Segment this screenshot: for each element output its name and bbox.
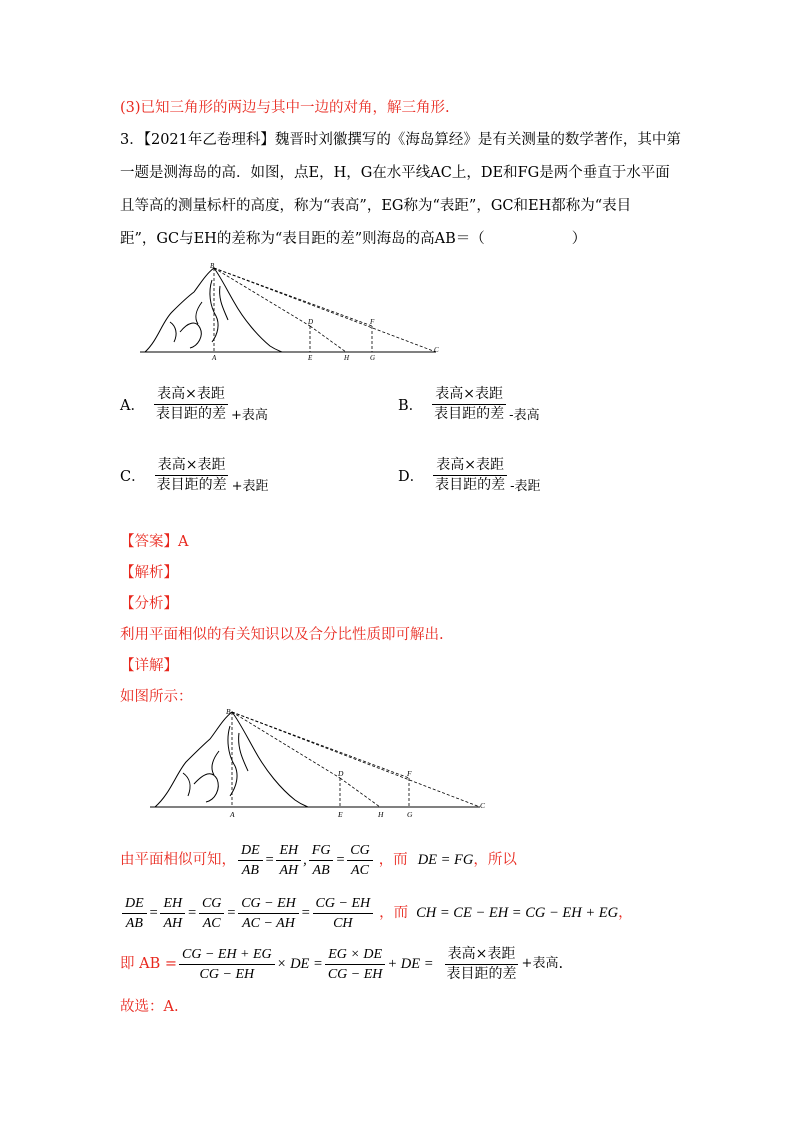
label-B: B	[210, 262, 215, 270]
label-G: G	[370, 354, 376, 362]
analysis-tag: 【解析】	[120, 565, 178, 581]
step3-tail: +表高	[521, 956, 559, 971]
option-d-fraction	[432, 457, 508, 494]
option-a-label: A．	[120, 398, 145, 414]
option-b-op: -	[509, 407, 514, 423]
step2-fb: $\frac{EH}{AH}$	[160, 895, 185, 932]
option-c-op: +	[231, 478, 243, 494]
answer-tag: 【答案】	[120, 534, 178, 550]
label-D: D	[308, 318, 314, 326]
question-line-3: 且等高的测量标杆的高度，称为“表高”，EG称为“表距”，GC和EH都称为“表目	[120, 198, 632, 214]
step3-f2: $\frac{EG \times DE}{CG - EH}$	[325, 946, 386, 983]
question-line-4: 距”，GC与EH的差称为“表目距的差”则海岛的高AB＝（ ）	[120, 231, 587, 247]
option-a-op: +	[230, 407, 242, 423]
intro-line: (3)已知三角形的两边与其中一边的对角，解三角形.	[120, 100, 450, 116]
answer-line	[120, 532, 188, 552]
step3-end: .	[558, 956, 564, 972]
option-c[interactable]	[120, 457, 269, 494]
step1-f2: $\frac{EH}{AH}$	[276, 842, 301, 879]
label-E: E	[308, 354, 313, 362]
label-H: H	[344, 354, 350, 362]
question-line-1: 3．【2021年乙卷理科】魏晋时刘徽撰写的《海岛算经》是有关测量的数学著作，其中第	[120, 132, 681, 148]
step1-eq: DE = FG	[417, 852, 474, 868]
label2-A: A	[230, 810, 235, 819]
option-b-den: 表目距的差	[434, 406, 505, 422]
label-C: C	[434, 346, 439, 354]
conclusion: 故选：A.	[120, 999, 179, 1015]
option-a-num: 表高×表距	[154, 386, 228, 405]
option-a[interactable]	[120, 386, 268, 423]
option-c-tail: 表距	[242, 478, 269, 494]
step-2: $\frac{DE}{AB}$ = $\frac{EH}{AH}$ = $\frac{CG}{AC}$ = $\frac{CG - EH}{AC - AH}$ = $\frac{CG - EH}{CH}$ ，而 CH = CE − EH = CG − EH + EG ，	[120, 893, 633, 933]
fenxi-text: 利用平面相似的有关知识以及合分比性质即可解出.	[120, 627, 444, 643]
option-b-label: B．	[398, 398, 424, 414]
option-a-tail: 表高	[241, 407, 268, 423]
step3-f1: $\frac{CG - EH + EG}{CG - EH}$	[179, 946, 275, 983]
step2-fe: $\frac{CG - EH}{CH}$	[313, 895, 374, 932]
step1-prefix: 由平面相似可知，	[120, 852, 236, 868]
step3-f3: $\frac{\text{表高×表距}}{\text{表目距的差}}$	[446, 945, 517, 982]
question-line-2: 一题是测海岛的高．如图，点E，H，G在水平线AC上，DE和FG是两个垂直于水平面	[120, 165, 670, 181]
step1-f1: $\frac{DE}{AB}$	[238, 842, 263, 879]
option-c-fraction	[154, 457, 230, 494]
label2-C: C	[480, 801, 486, 810]
option-d[interactable]	[398, 457, 541, 494]
step1-mid: ，而	[378, 852, 408, 868]
island-figure-2	[150, 706, 495, 821]
label2-D: D	[338, 769, 344, 778]
option-d-tail: 表距	[514, 478, 541, 494]
step1-f4: $\frac{CG}{AC}$	[347, 842, 372, 879]
island-figure-1	[140, 262, 450, 364]
label2-F: F	[407, 769, 412, 778]
step2-suffix: ，	[618, 905, 633, 921]
option-c-den: 表目距的差	[156, 477, 227, 493]
option-d-num: 表高×表距	[433, 457, 507, 476]
option-c-num: 表高×表距	[155, 457, 229, 476]
step2-mid: ，而	[379, 905, 409, 921]
option-c-label: C．	[120, 469, 146, 485]
step2-fa: $\frac{DE}{AB}$	[122, 895, 147, 932]
fenxi-tag: 【分析】	[120, 596, 178, 612]
step-1: 由平面相似可知， $\frac{DE}{AB}$ = $\frac{EH}{AH}$ , $\frac{FG}{AB}$ = $\frac{CG}{AC}$ ，而 DE = FG ，所以	[120, 842, 517, 878]
detail-tag: 【详解】	[120, 658, 178, 674]
label-F: F	[370, 318, 375, 326]
step3-prefix: 即 AB =	[120, 956, 177, 972]
option-b[interactable]	[398, 386, 540, 423]
option-b-fraction	[431, 386, 507, 423]
option-a-fraction	[153, 386, 229, 423]
step1-suffix: ，所以	[473, 852, 517, 868]
option-a-den: 表目距的差	[155, 406, 226, 422]
label2-G: G	[407, 810, 413, 819]
option-d-label: D．	[398, 469, 425, 485]
detail-intro: 如图所示：	[120, 689, 193, 705]
option-b-num: 表高×表距	[432, 386, 506, 405]
option-b-tail: 表高	[513, 407, 540, 423]
label2-B: B	[226, 707, 231, 716]
step2-fc: $\frac{CG}{AC}$	[199, 895, 224, 932]
step1-f3: $\frac{FG}{AB}$	[309, 842, 334, 879]
option-d-den: 表目距的差	[435, 477, 506, 493]
step2-fd: $\frac{CG - EH}{AC - AH}$	[238, 895, 299, 932]
label2-H: H	[378, 810, 384, 819]
answer-value: A	[178, 534, 189, 550]
step2-eq: CH = CE − EH = CG − EH + EG	[416, 905, 619, 921]
step-3: 即 AB = $\frac{CG - EH + EG}{CG - EH}$ × DE = $\frac{EG \times DE}{CG - EH}$ + DE = $\frac{\text{表高×表距}}{\text{表目距的差}}$ +表高 .	[120, 945, 564, 982]
label2-E: E	[338, 810, 343, 819]
label-A: A	[212, 354, 217, 362]
option-d-op: -	[510, 478, 515, 494]
